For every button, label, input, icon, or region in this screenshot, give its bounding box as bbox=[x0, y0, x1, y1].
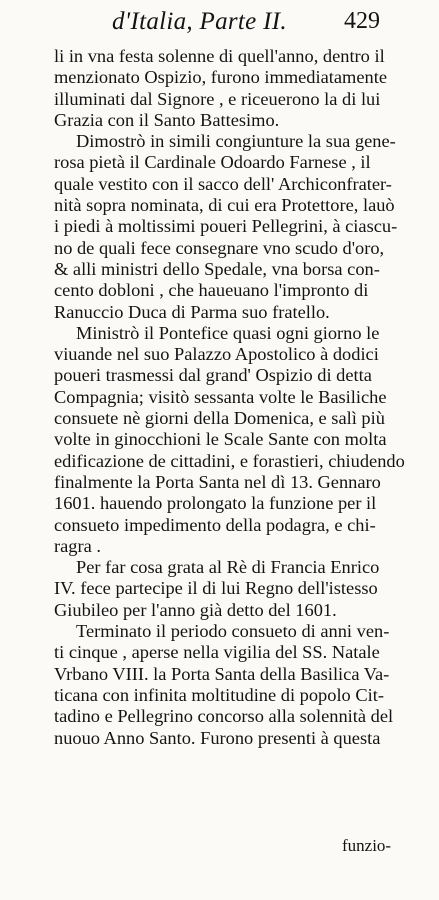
text-line-2: menzionato Ospizio, furono immediatamente bbox=[54, 67, 387, 88]
running-head: d'Italia, Parte II. bbox=[112, 8, 287, 35]
body-text bbox=[54, 46, 405, 749]
text-line-28: Terminato il periodo consueto di anni ven- bbox=[76, 621, 390, 642]
text-line-31: ticana con infinita moltitudine di popolo Cit- bbox=[54, 684, 384, 705]
text-line-18: consuete nè giorni della Domenica, e salì più bbox=[54, 408, 385, 429]
text-line-20: edificazione de cittadini, e forastieri, chiudendo bbox=[54, 450, 405, 471]
text-line-13: Ranuccio Duca di Parma suo fratello. bbox=[54, 301, 330, 322]
text-line-19: volte in ginocchioni le Scale Sante con molta bbox=[54, 429, 387, 450]
text-line-30: Vrbano VIII. la Porta Santa della Basilica Va- bbox=[54, 663, 390, 684]
text-line-11: & alli ministri dello Spedale, vna borsa con- bbox=[54, 258, 380, 279]
text-line-21: finalmente la Porta Santa nel dì 13. Gennaro bbox=[54, 471, 381, 492]
text-line-29: ti cinque , aperse nella vigilia del SS. Natale bbox=[54, 642, 380, 663]
text-line-33: nuouo Anno Santo. Furono presenti à questa bbox=[54, 727, 381, 748]
text-line-4: Grazia con il Santo Battesimo. bbox=[54, 109, 280, 130]
text-line-1: li in vna festa solenne di quell'anno, dentro il bbox=[54, 46, 385, 66]
text-line-9: i piedi à moltissimi poueri Pellegrini, à ciascu- bbox=[54, 216, 398, 237]
text-line-32: tadino e Pellegrino concorso alla solennità del bbox=[54, 706, 394, 727]
text-line-8: nità sopra nominata, di cui era Protettore, lauò bbox=[54, 195, 395, 216]
text-line-26: IV. fece partecipe il di lui Regno dell'istesso bbox=[54, 578, 378, 599]
text-line-25: Per far cosa grata al Rè di Francia Enrico bbox=[76, 557, 380, 578]
text-line-3: illuminati dal Signore , e riceuerono la di lui bbox=[54, 88, 381, 109]
text-line-23: consueto impedimento della podagra, e chi- bbox=[54, 514, 376, 535]
page-number: 429 bbox=[344, 8, 380, 34]
text-line-16: poueri trasmessi dal grand' Ospizio di detta bbox=[54, 365, 372, 386]
text-line-5: Dimostrò in simili congiunture la sua gene- bbox=[76, 131, 396, 152]
text-line-7: quale vestito con il sacco dell' Archiconfrater- bbox=[54, 173, 392, 194]
text-line-15: viuande nel suo Palazzo Apostolico à dodici bbox=[54, 344, 379, 365]
text-line-14: Ministrò il Pontefice quasi ogni giorno le bbox=[76, 322, 380, 343]
catchword: funzio- bbox=[342, 836, 392, 855]
text-line-27: Giubileo per l'anno già detto del 1601. bbox=[54, 599, 337, 620]
text-line-22: 1601. hauendo prolongato la funzione per il bbox=[54, 493, 377, 514]
text-line-12: cento dobloni , che haueuano l'impronto di bbox=[54, 280, 369, 301]
text-line-10: no de quali fece consegnare vno scudo d'oro, bbox=[54, 237, 385, 258]
text-line-24: ragra . bbox=[54, 535, 101, 556]
text-line-6: rosa pietà il Cardinale Odoardo Farnese , il bbox=[54, 152, 371, 173]
text-line-17: Compagnia; visitò sessanta volte le Basiliche bbox=[54, 386, 387, 407]
